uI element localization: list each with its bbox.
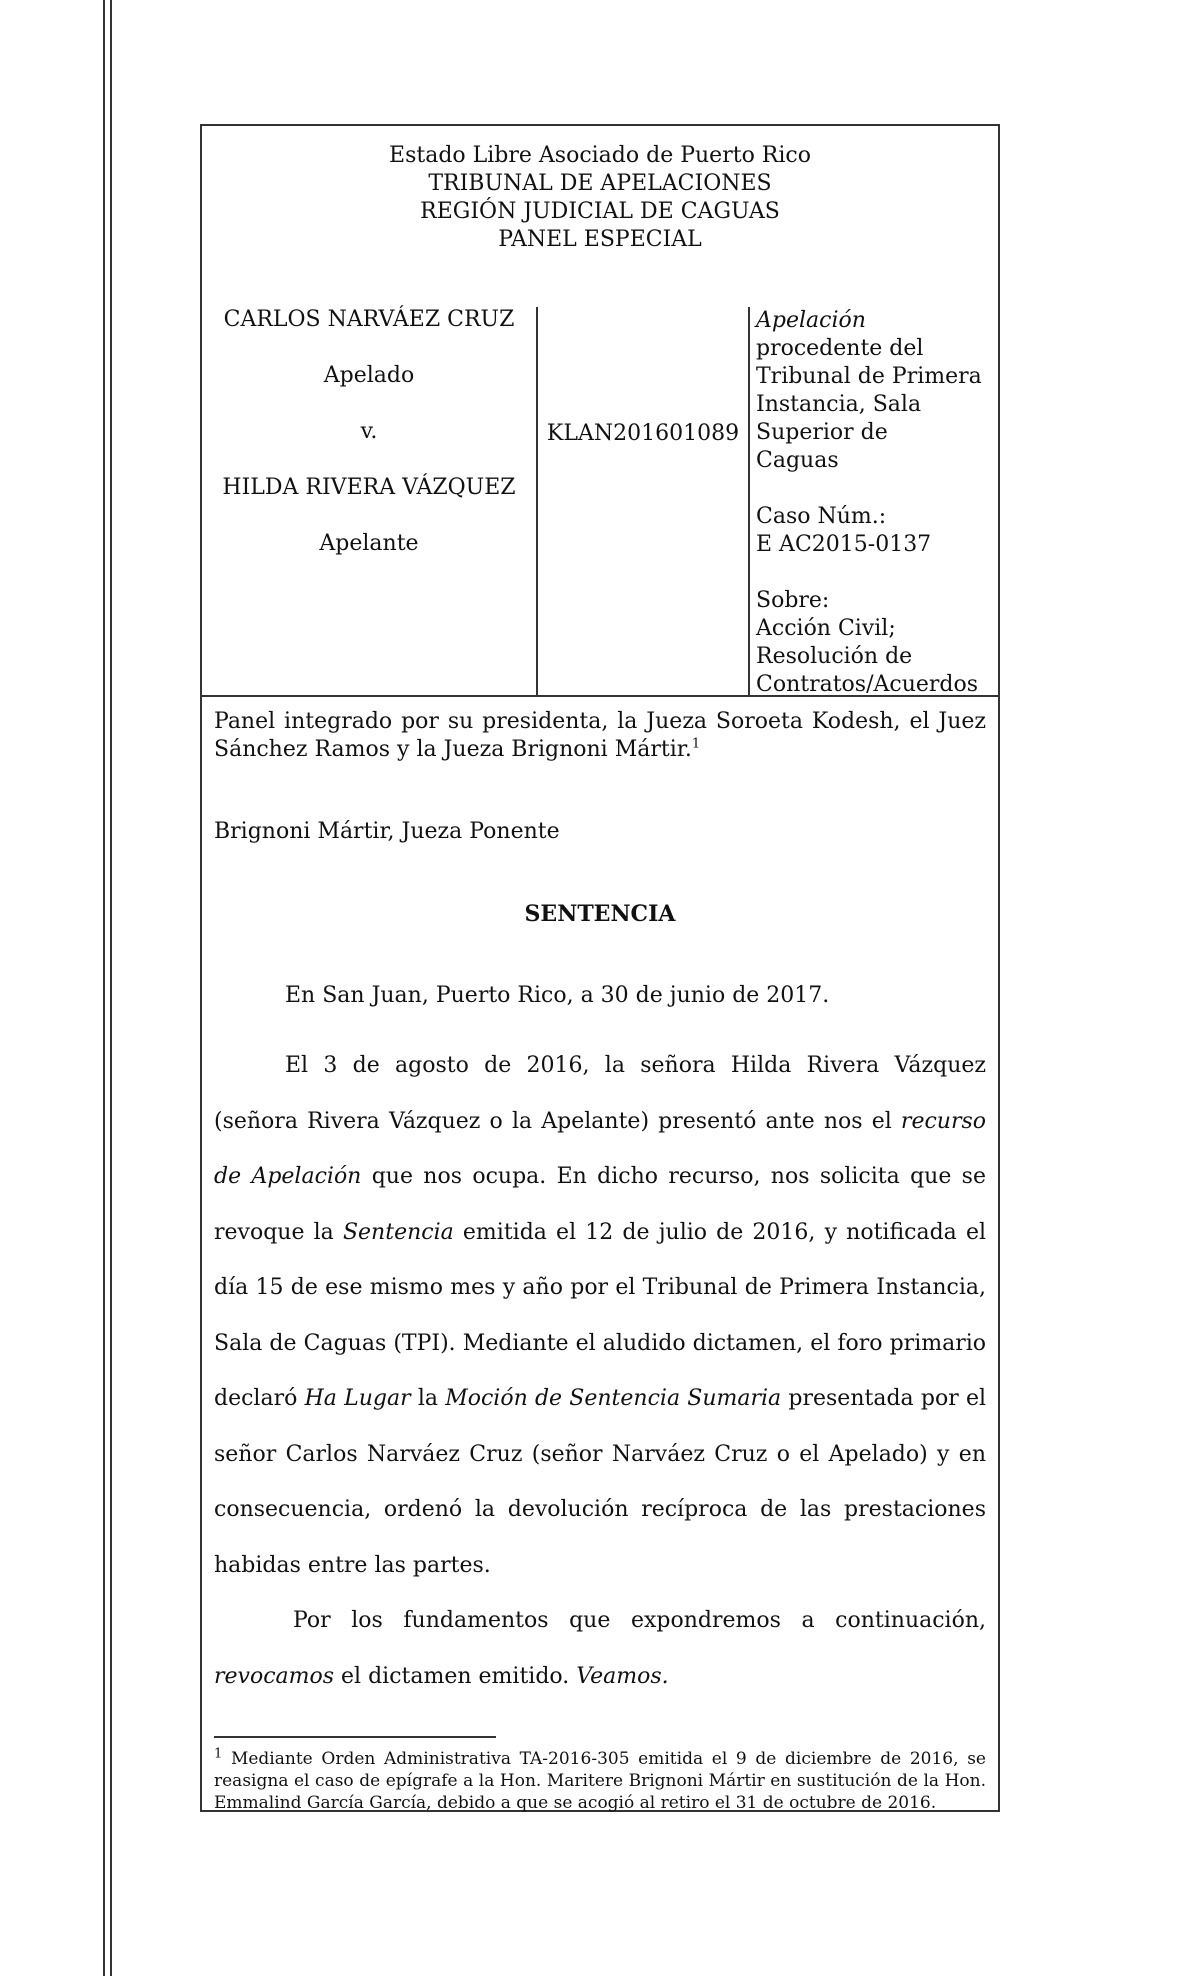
about-line-1: Acción Civil; [756, 616, 896, 641]
footnote-separator [214, 1736, 496, 1738]
panel-composition [214, 708, 986, 764]
court-header [202, 142, 998, 254]
case-info-column [756, 307, 1000, 699]
p1-text-5: presentada por el señor Carlos Narváez Cruz (señor Narváez Cruz o el Apelado) y en consecuencia, ordenó la devolución recíproca de las prestaciones habidas entre las partes. [214, 1386, 986, 1578]
p1-text-4: la [410, 1386, 446, 1411]
appellee-role: Apelado [323, 363, 415, 388]
p2-text-2: el dictamen emitido. [334, 1663, 577, 1689]
appeal-type: Apelación [756, 308, 866, 333]
header-line-4: PANEL ESPECIAL [498, 227, 702, 252]
about-label: Sobre: [756, 588, 830, 613]
p1-text-3: emitida el 12 de julio de 2016, y notificada el día 15 de ese mismo mes y año por el Tribunal de Primera Instancia, Sala de Caguas (TPI). Mediante el aludido dictamen, el foro primario declaró [214, 1219, 986, 1411]
p2-text-1: Por los fundamentos que expondremos a continuación, [293, 1608, 986, 1633]
judge-ponente: Brignoni Mártir, Jueza Ponente [214, 819, 560, 844]
case-caption [202, 307, 998, 697]
header-line-2: TRIBUNAL DE APELACIONES [428, 171, 772, 196]
opinion-body [214, 708, 986, 1704]
p1-text-2: que nos ocupa. En dicho recurso, nos solicita que se revoque la [214, 1164, 986, 1245]
header-line-3: REGIÓN JUDICIAL DE CAGUAS [420, 199, 780, 224]
date-line: En San Juan, Puerto Rico, a 30 de junio de 2017. [285, 983, 830, 1008]
appellant-name: HILDA RIVERA VÁZQUEZ [222, 475, 516, 500]
header-line-1: Estado Libre Asociado de Puerto Rico [389, 143, 811, 168]
case-value: E AC2015-0137 [756, 532, 932, 557]
paragraph-2 [214, 1593, 986, 1704]
document-title: SENTENCIA [524, 901, 676, 927]
p2-italic-1: revocamos [214, 1663, 335, 1689]
p1-italic-3: Ha Lugar [304, 1386, 411, 1411]
versus: v. [360, 419, 378, 444]
about-line-3: Contratos/Acuerdos [756, 672, 979, 697]
origin-line-3: Instancia, Sala [756, 392, 922, 417]
appellant-role: Apelante [319, 531, 419, 556]
p1-italic-2: Sentencia [342, 1219, 454, 1245]
origin-line-5: Caguas [756, 448, 839, 473]
panel-text: Panel integrado por su presidenta, la Jueza Soroeta Kodesh, el Juez Sánchez Ramos y la Jueza Brignoni Mártir. [214, 709, 986, 762]
footnote-ref: 1 [691, 736, 701, 752]
document-frame [200, 124, 1000, 1812]
origin-line-1: procedente del [756, 336, 924, 361]
margin-line-left [103, 0, 105, 1976]
p1-italic-1: recurso de Apelación [214, 1108, 986, 1189]
parties-column [202, 307, 538, 695]
case-number-column [538, 307, 750, 695]
footnote-text: Mediante Orden Administrativa TA-2016-305 emitida el 9 de diciembre de 2016, se reasigna el caso de epígrafe a la Hon. Maritere Brignoni Mártir en sustitución de la Hon. Emmalind García García, debido a que se acogió al retiro el 31 de octubre de 2016. [214, 1749, 986, 1813]
appellee-name: CARLOS NARVÁEZ CRUZ [223, 307, 515, 332]
margin-line-right [110, 0, 112, 1976]
case-label: Caso Núm.: [756, 504, 887, 529]
footnote [214, 1748, 986, 1814]
origin-line-2: Tribunal de Primera [756, 364, 982, 389]
about-line-2: Resolución de [756, 644, 913, 669]
footnote-number: 1 [214, 1746, 223, 1762]
case-number: KLAN201601089 [546, 421, 740, 446]
origin-line-4: Superior de [756, 420, 888, 445]
paragraph-1 [214, 1038, 986, 1593]
p1-text-1: El 3 de agosto de 2016, la señora Hilda Rivera Vázquez (señora Rivera Vázquez o la Apelante) presentó ante nos el [214, 1053, 986, 1134]
p1-italic-4: Moción de Sentencia Sumaria [445, 1386, 782, 1411]
p2-italic-2: Veamos. [576, 1663, 669, 1689]
